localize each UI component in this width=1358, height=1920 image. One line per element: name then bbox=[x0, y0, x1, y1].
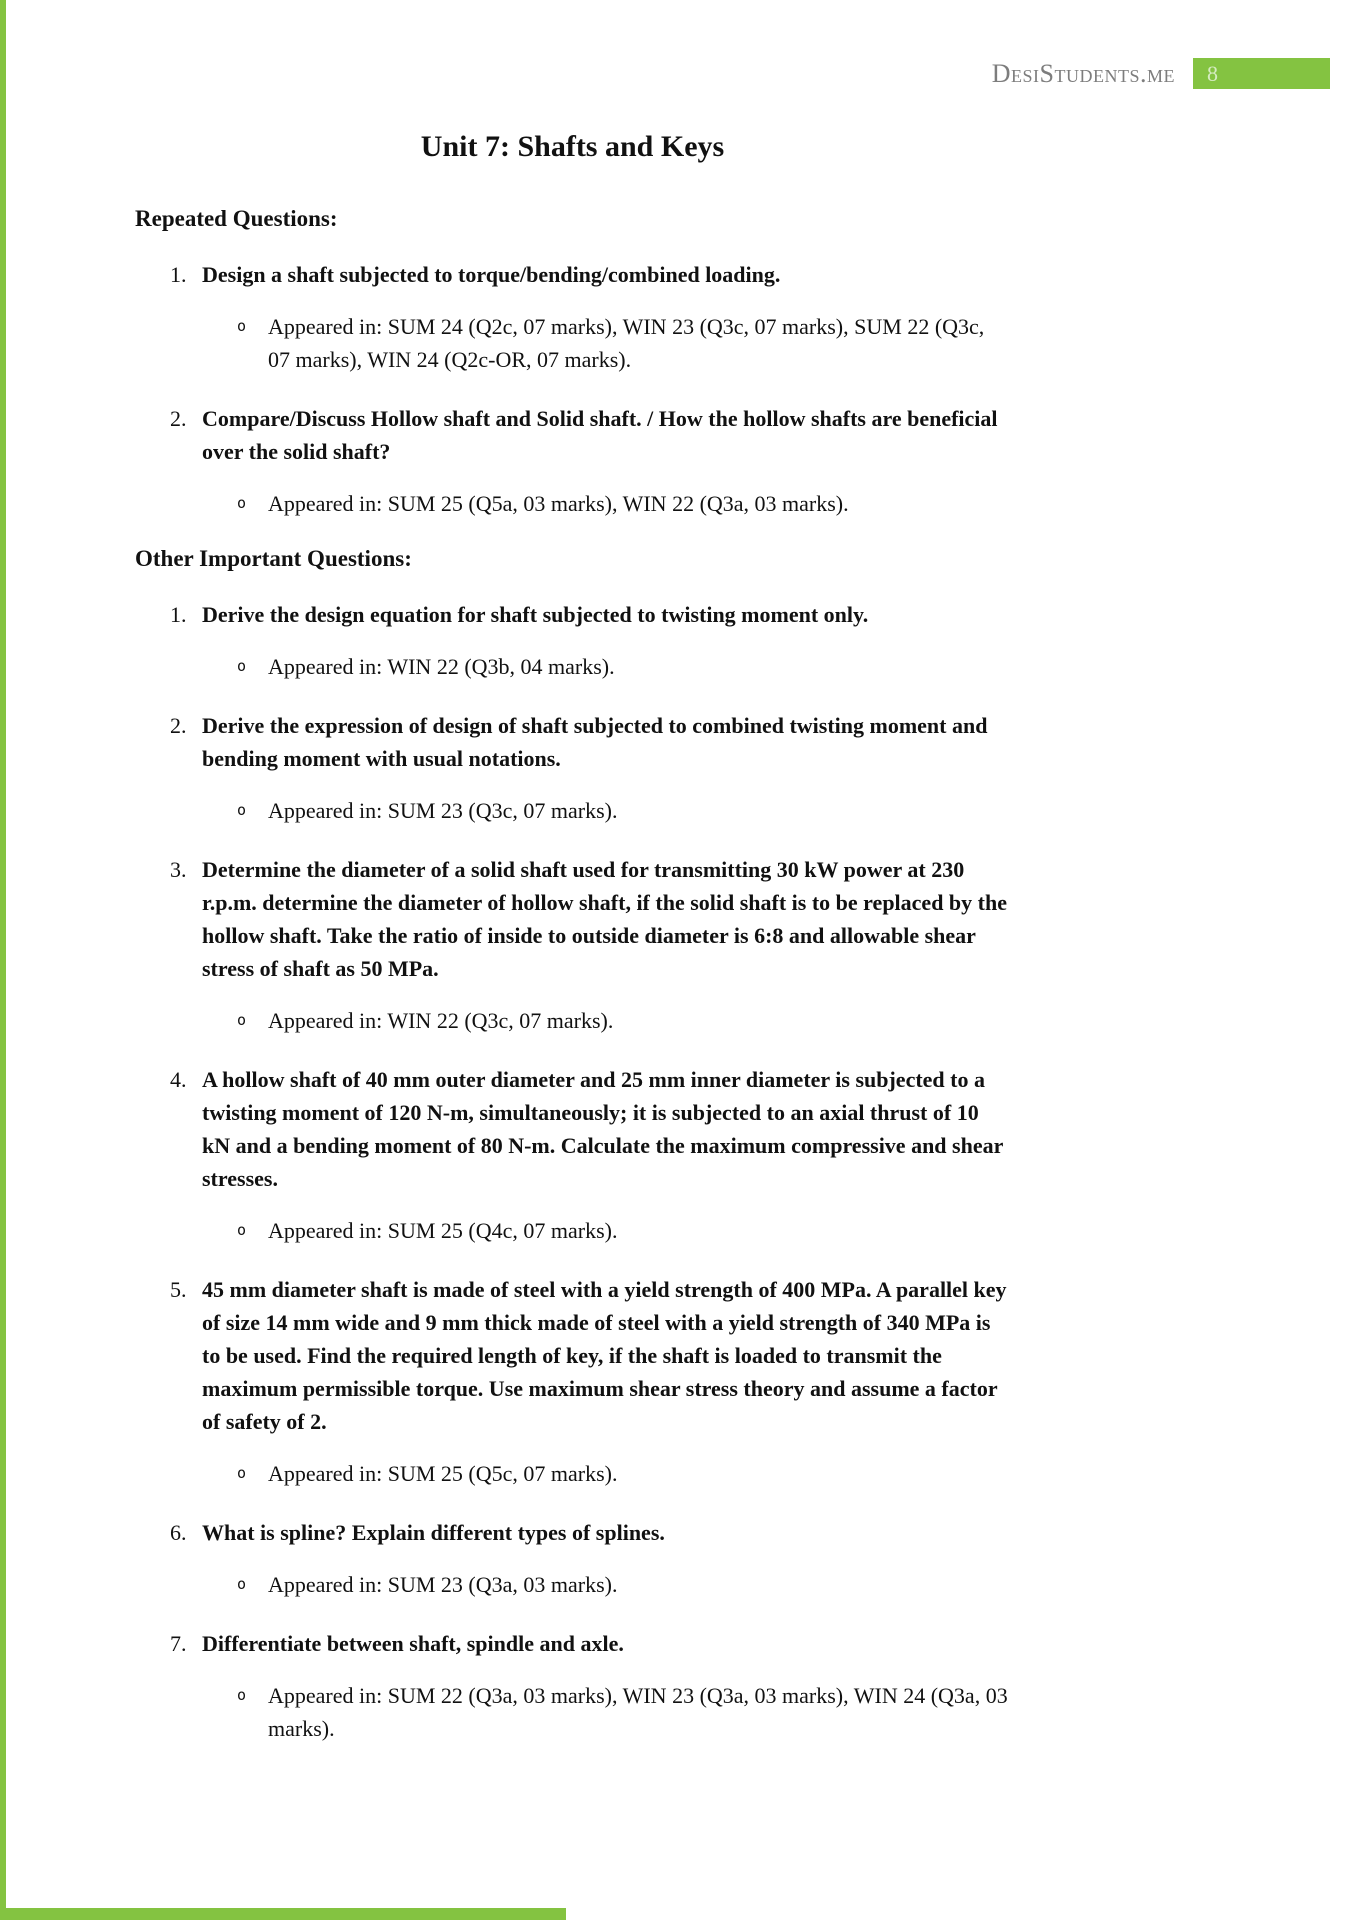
question-item bbox=[135, 1627, 1010, 1745]
question-item bbox=[135, 1516, 1010, 1601]
question-row bbox=[170, 402, 1010, 468]
appeared-row bbox=[237, 310, 1010, 376]
page-number-badge: 8 bbox=[1193, 58, 1330, 89]
circle-bullet: o bbox=[237, 1221, 247, 1239]
circle-bullet: o bbox=[237, 317, 247, 335]
question-item bbox=[135, 709, 1010, 827]
question-number: 5. bbox=[170, 1277, 187, 1302]
question-number: 7. bbox=[170, 1631, 187, 1656]
circle-bullet: o bbox=[237, 657, 247, 675]
question-text: A hollow shaft of 40 mm outer diameter and 25 mm inner diameter is subjected to a twisting moment of 120 N-m, simultaneously; it is subjected to an axial thrust of 10 kN and a bending moment of 80 N-m. Calculate the maximum compressive and shear stresses. bbox=[202, 1067, 1003, 1191]
left-accent-bar bbox=[0, 0, 6, 1920]
question-text: 45 mm diameter shaft is made of steel with a yield strength of 400 MPa. A parallel key of size 14 mm wide and 9 mm thick made of steel with a yield strength of 340 MPa is to be used. Find the required length of key, if the shaft is loaded to transmit the maximum permissible torque. Use maximum shear stress theory and assume a factor of safety of 2. bbox=[202, 1277, 1007, 1434]
circle-bullet: o bbox=[237, 1686, 247, 1704]
appeared-row bbox=[237, 487, 1010, 520]
question-text: Derive the expression of design of shaft subjected to combined twisting moment and bending moment with usual notations. bbox=[202, 713, 988, 771]
circle-bullet: o bbox=[237, 1011, 247, 1029]
circle-bullet: o bbox=[237, 494, 247, 512]
appeared-text: Appeared in: SUM 25 (Q5a, 03 marks), WIN 22 (Q3a, 03 marks). bbox=[268, 491, 849, 516]
appeared-row bbox=[237, 1004, 1010, 1037]
appeared-text: Appeared in: SUM 23 (Q3c, 07 marks). bbox=[268, 798, 618, 823]
question-row bbox=[170, 1627, 1010, 1660]
document-content bbox=[135, 130, 1010, 1771]
appeared-text: Appeared in: SUM 23 (Q3a, 03 marks). bbox=[268, 1572, 618, 1597]
question-number: 1. bbox=[170, 602, 187, 627]
question-item bbox=[135, 598, 1010, 683]
appeared-row bbox=[237, 1457, 1010, 1490]
question-row bbox=[170, 258, 1010, 291]
question-text: Design a shaft subjected to torque/bending/combined loading. bbox=[202, 262, 781, 287]
question-number: 2. bbox=[170, 713, 187, 738]
question-row bbox=[170, 1273, 1010, 1438]
appeared-text: Appeared in: SUM 25 (Q4c, 07 marks). bbox=[268, 1218, 618, 1243]
page-header bbox=[0, 58, 1330, 89]
circle-bullet: o bbox=[237, 801, 247, 819]
question-row bbox=[170, 598, 1010, 631]
question-item bbox=[135, 258, 1010, 376]
appeared-text: Appeared in: WIN 22 (Q3c, 07 marks). bbox=[268, 1008, 614, 1033]
question-text: Determine the diameter of a solid shaft used for transmitting 30 kW power at 230 r.p.m. determine the diameter of hollow shaft, if the solid shaft is to be replaced by the hollow shaft. Take the ratio of inside to outside diameter is 6:8 and allowable shear stress of shaft as 50 MPa. bbox=[202, 857, 1007, 981]
circle-bullet: o bbox=[237, 1464, 247, 1482]
appeared-row bbox=[237, 1679, 1010, 1745]
question-row bbox=[170, 853, 1010, 985]
question-row bbox=[170, 1063, 1010, 1195]
question-item bbox=[135, 1273, 1010, 1490]
appeared-row bbox=[237, 1568, 1010, 1601]
question-text: Derive the design equation for shaft subjected to twisting moment only. bbox=[202, 602, 869, 627]
appeared-row bbox=[237, 794, 1010, 827]
bottom-accent-bar bbox=[0, 1908, 566, 1920]
question-item bbox=[135, 853, 1010, 1037]
appeared-text: Appeared in: SUM 24 (Q2c, 07 marks), WIN 23 (Q3c, 07 marks), SUM 22 (Q3c, 07 marks), WIN 24 (Q2c-OR, 07 marks). bbox=[268, 314, 985, 372]
question-text: Differentiate between shaft, spindle and axle. bbox=[202, 1631, 624, 1656]
section-heading-other-important-questions: Other Important Questions: bbox=[135, 546, 412, 571]
section-heading-repeated-questions: Repeated Questions: bbox=[135, 206, 338, 231]
appeared-text: Appeared in: SUM 22 (Q3a, 03 marks), WIN 23 (Q3a, 03 marks), WIN 24 (Q3a, 03 marks). bbox=[268, 1683, 1008, 1741]
question-text: What is spline? Explain different types of splines. bbox=[202, 1520, 665, 1545]
circle-bullet: o bbox=[237, 1575, 247, 1593]
question-item bbox=[135, 402, 1010, 520]
question-number: 6. bbox=[170, 1520, 187, 1545]
question-item bbox=[135, 1063, 1010, 1247]
page-title: Unit 7: Shafts and Keys bbox=[420, 130, 725, 163]
site-name: DesiStudents.me bbox=[991, 58, 1175, 88]
question-number: 1. bbox=[170, 262, 187, 287]
appeared-text: Appeared in: WIN 22 (Q3b, 04 marks). bbox=[268, 654, 615, 679]
appeared-row bbox=[237, 1214, 1010, 1247]
question-number: 3. bbox=[170, 857, 187, 882]
question-row bbox=[170, 709, 1010, 775]
question-number: 4. bbox=[170, 1067, 187, 1092]
question-text: Compare/Discuss Hollow shaft and Solid shaft. / How the hollow shafts are beneficial over the solid shaft? bbox=[202, 406, 998, 464]
appeared-text: Appeared in: SUM 25 (Q5c, 07 marks). bbox=[268, 1461, 618, 1486]
appeared-row bbox=[237, 650, 1010, 683]
question-row bbox=[170, 1516, 1010, 1549]
question-number: 2. bbox=[170, 406, 187, 431]
